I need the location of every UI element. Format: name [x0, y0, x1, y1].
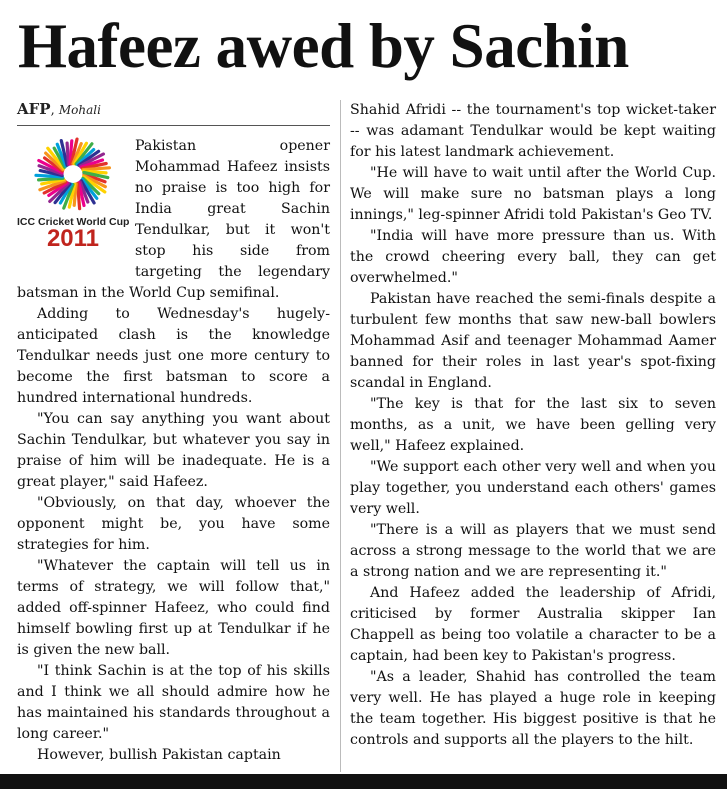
swirl-stroke — [67, 143, 68, 164]
headline: Hafeez awed by Sachin — [18, 11, 629, 81]
column-divider — [340, 100, 341, 772]
left-column — [17, 136, 330, 766]
logo-title: ICC Cricket World Cup — [17, 216, 130, 228]
right-paragraph-4: Pakistan have reached the semi-finals despite a turbulent few months that saw new-ball bowlers Mohammad Asif and teenager Mohammad Aamer banned for their roles in last year's spot-fixing scandal in England. — [350, 291, 716, 391]
byline-separator: , — [50, 103, 55, 118]
swirl-stroke — [78, 184, 80, 209]
byline-agency: AFP — [17, 100, 51, 118]
right-column — [350, 100, 716, 751]
right-paragraph-1: Shahid Afridi -- the tournament's top wicket-taker -- was adamant Tendulkar would be kept waiting for his latest landmark achievement. — [350, 102, 716, 160]
column-top-rule — [17, 125, 330, 126]
right-paragraph-8: And Hafeez added the leadership of Afridi, criticised by former Australia skipper Ian Chappell as being too volatile a character to be a captain, had been key to Pakistan's progress. — [350, 585, 716, 664]
byline — [17, 100, 101, 118]
bottom-edge-bar — [0, 774, 727, 789]
swirl-stroke — [83, 168, 109, 170]
world-cup-logo — [17, 136, 129, 268]
logo-year: 2011 — [46, 225, 100, 252]
right-paragraph-6: "We support each other very well and when you play together, you understand each others' games very well. — [350, 459, 716, 517]
right-paragraph-2: "He will have to wait until after the World Cup. We will make sure no batsman plays a long innings," leg-spinner Afridi told Pakistan's Geo TV. — [350, 165, 716, 223]
left-paragraph-7: However, bullish Pakistan captain — [37, 747, 281, 763]
left-paragraph-6: "I think Sachin is at the top of his skills and I think we all should admire how he has maintained his standards throughout a long career." — [17, 663, 330, 742]
swirl-stroke — [39, 178, 63, 180]
right-paragraph-5: "The key is that for the last six to seven months, as a unit, we have been gelling very well," Hafeez explained. — [350, 396, 716, 454]
left-paragraph-5: "Whatever the captain will tell us in terms of strategy, we will follow that," added off-spinner Hafeez, who could find himself bowling first up at Tendulkar if he is given the new ball. — [17, 558, 330, 658]
left-paragraph-4: "Obviously, on that day, whoever the opponent might be, you have some strategies for him. — [17, 495, 330, 553]
right-paragraph-7: "There is a will as players that we must send across a strong message to the world that we are a strong nation and we are representing it." — [350, 522, 716, 580]
world-cup-swirl-icon — [31, 136, 115, 214]
right-paragraph-3: "India will have more pressure than us. With the crowd cheering every ball, they can get overwhelmed." — [350, 228, 716, 286]
swirl-center — [66, 167, 80, 181]
left-paragraph-1: Pakistan opener Mohammad Hafeez insists no praise is too high for India great Sachin Tendulkar, but it won't stop his side from targeting the legendary batsman in the World Cup semifinal. — [17, 138, 330, 301]
byline-place: Mohali — [58, 103, 101, 117]
right-paragraph-9: "As a leader, Shahid has controlled the team very well. He has played a huge role in keeping the team together. His biggest positive is that he controls and supports all the players to the hilt. — [350, 669, 716, 748]
left-paragraph-2: Adding to Wednesday's hugely-anticipated clash is the knowledge Tendulkar needs just one more century to become the first batsman to score a hundred international hundreds. — [17, 306, 330, 406]
left-paragraph-3: "You can say anything you want about Sachin Tendulkar, but whatever you say in praise of him will be inadequate. He is a great player," said Hafeez. — [17, 411, 330, 490]
